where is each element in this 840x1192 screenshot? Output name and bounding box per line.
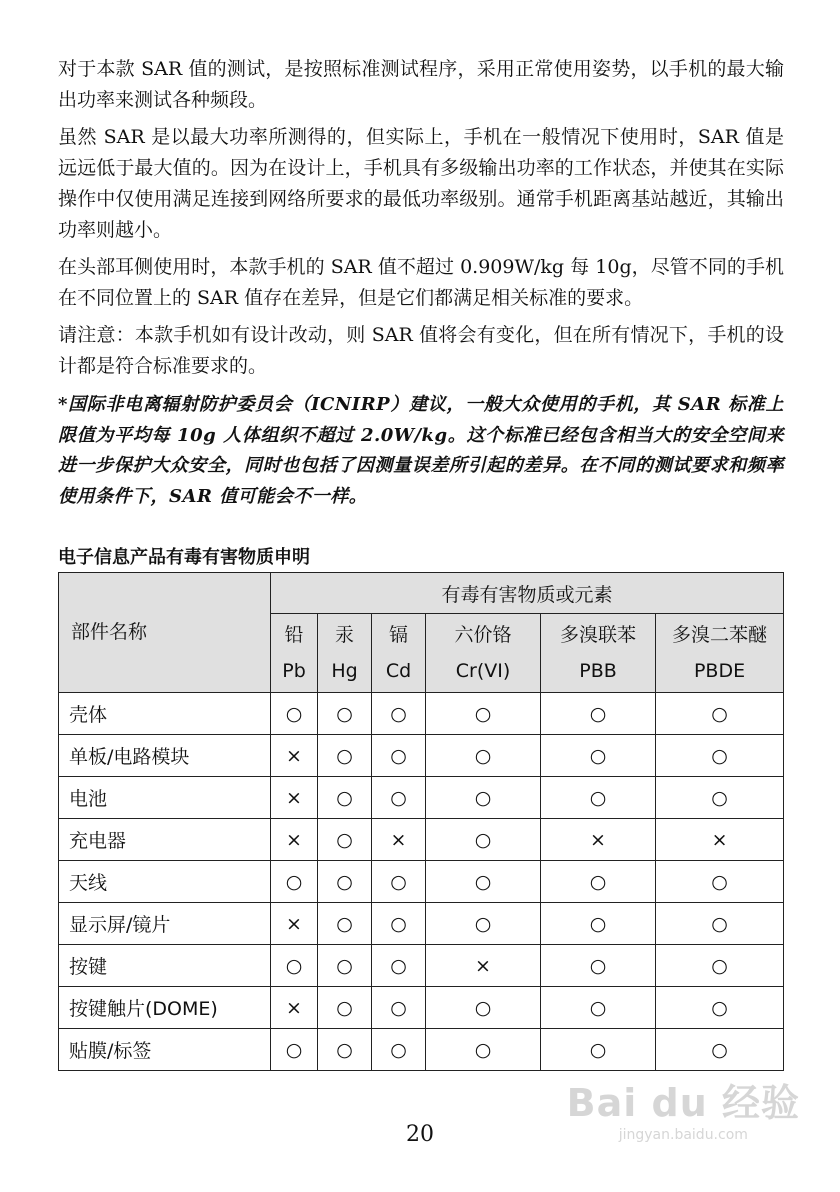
column-header-cn: 汞	[334, 624, 354, 646]
substance-mark-cell: ×	[541, 819, 656, 861]
substance-mark-cell: ○	[541, 945, 656, 987]
substance-mark-cell: ○	[426, 777, 541, 819]
paragraph-sar-max-power: 虽然 SAR 是以最大功率所测得的，但实际上，手机在一般情况下使用时，SAR 值是远远低于最大值的。因为在设计上，手机具有多级输出功率的工作状态，并使其在实际操作中仅使用满足连接到网络所要求的最低功率级别。通常手机距离基站越近，其输出功率则越小。	[58, 126, 784, 241]
substance-mark-cell: ○	[318, 777, 372, 819]
substance-mark-cell: ×	[271, 735, 318, 777]
part-name-cell: 壳体	[59, 693, 271, 735]
table-row	[59, 693, 784, 735]
substance-mark-cell: ○	[271, 861, 318, 903]
substance-mark-cell: ○	[541, 735, 656, 777]
substance-mark-cell: ×	[271, 903, 318, 945]
substance-mark-cell: ○	[372, 903, 426, 945]
baidu-watermark	[567, 1072, 800, 1143]
substance-mark-cell: ○	[372, 777, 426, 819]
part-name-cell: 充电器	[59, 819, 271, 861]
substance-mark-cell: ○	[372, 1029, 426, 1071]
substance-mark-cell: ×	[426, 945, 541, 987]
substance-mark-cell: ○	[541, 1029, 656, 1071]
table-body	[59, 693, 784, 1071]
table-row	[59, 903, 784, 945]
substance-group-header: 有毒有害物质或元素	[271, 573, 784, 614]
substance-mark-cell: ○	[271, 693, 318, 735]
substance-mark-cell: ○	[372, 987, 426, 1029]
column-header-pbde	[656, 614, 784, 693]
column-header-cn: 多溴联苯	[559, 624, 636, 646]
watermark-url: jingyan.baidu.com	[618, 1127, 748, 1143]
column-header-cn: 镉	[388, 624, 408, 646]
substance-mark-cell: ○	[656, 1029, 784, 1071]
table-row	[59, 777, 784, 819]
column-header-pbb	[541, 614, 656, 693]
substance-mark-cell: ○	[318, 945, 372, 987]
substance-mark-cell: ○	[318, 735, 372, 777]
paragraph-sar-test: 对于本款 SAR 值的测试，是按照标准测试程序，采用正常使用姿势，以手机的最大输出功率来测试各种频段。	[58, 58, 784, 111]
substance-mark-cell: ○	[426, 819, 541, 861]
table-title: 电子信息产品有毒有害物质申明	[58, 547, 310, 568]
table-row	[59, 987, 784, 1029]
watermark-logo: Bai du 经验	[566, 1081, 800, 1125]
substance-mark-cell: ○	[541, 903, 656, 945]
hazardous-substances-table	[58, 572, 784, 1071]
substance-mark-cell: ○	[372, 693, 426, 735]
substance-mark-cell: ○	[426, 1029, 541, 1071]
column-header-cn: 多溴二苯醚	[672, 624, 768, 646]
substance-mark-cell: ○	[318, 819, 372, 861]
table-row	[59, 861, 784, 903]
column-header-cd	[372, 614, 426, 693]
substance-mark-cell: ×	[271, 987, 318, 1029]
column-header-symbol: Cd	[385, 660, 412, 682]
substance-mark-cell: ○	[656, 693, 784, 735]
paragraph-sar-value: 在头部耳侧使用时，本款手机的 SAR 值不超过 0.909W/kg 每 10g，尽管不同的手机在不同位置上的 SAR 值存在差异，但是它们都满足相关标准的要求。	[58, 256, 784, 309]
table-row	[59, 1029, 784, 1071]
column-header-cr6	[426, 614, 541, 693]
part-name-cell: 天线	[59, 861, 271, 903]
substance-mark-cell: ○	[271, 1029, 318, 1071]
substance-mark-cell: ○	[318, 903, 372, 945]
substance-mark-cell: ○	[656, 735, 784, 777]
substance-mark-cell: ○	[318, 1029, 372, 1071]
substance-mark-cell: ○	[372, 735, 426, 777]
substance-mark-cell: ○	[372, 861, 426, 903]
column-header-symbol: Pb	[282, 660, 306, 682]
table-row	[59, 735, 784, 777]
column-header-symbol: PBDE	[693, 660, 746, 682]
column-header-pb	[271, 614, 318, 693]
substance-mark-cell: ○	[372, 945, 426, 987]
substance-mark-cell: ○	[656, 903, 784, 945]
substance-mark-cell: ○	[541, 693, 656, 735]
substance-mark-cell: ○	[318, 861, 372, 903]
substance-mark-cell: ○	[426, 693, 541, 735]
table-row	[59, 819, 784, 861]
table-row	[59, 945, 784, 987]
part-name-header: 部件名称	[59, 573, 271, 693]
part-name-cell: 显示屏/镜片	[59, 903, 271, 945]
substance-mark-cell: ○	[541, 987, 656, 1029]
paragraph-design-change: 请注意：本款手机如有设计改动，则 SAR 值将会有变化，但在所有情况下，手机的设计都是符合标准要求的。	[58, 324, 784, 377]
column-header-symbol: Cr(VI)	[455, 660, 511, 682]
substance-mark-cell: ○	[426, 735, 541, 777]
column-header-cn: 铅	[284, 624, 304, 646]
substance-mark-cell: ○	[318, 693, 372, 735]
substance-mark-cell: ×	[656, 819, 784, 861]
part-name-cell: 按键触片(DOME)	[59, 987, 271, 1029]
substance-mark-cell: ○	[656, 861, 784, 903]
column-header-cn: 六价铬	[454, 624, 512, 646]
part-name-cell: 按键	[59, 945, 271, 987]
substance-mark-cell: ○	[656, 777, 784, 819]
part-name-cell: 电池	[59, 777, 271, 819]
icnirp-note: *国际非电离辐射防护委员会（ICNIRP）建议，一般大众使用的手机，其 SAR 标准上限值为平均每 10g 人体组织不超过 2.0W/kg。这个标准已经包含相当大的安全空间来进一步保护大众安全，同时也包括了因测量误差所引起的差异。在不同的测试要求和频率使用条件下，SAR 值可能会不一样。	[58, 394, 784, 507]
substance-mark-cell: ○	[426, 903, 541, 945]
substance-mark-cell: ○	[656, 945, 784, 987]
substance-mark-cell: ×	[271, 777, 318, 819]
part-name-cell: 贴膜/标签	[59, 1029, 271, 1071]
substance-mark-cell: ○	[426, 861, 541, 903]
substance-mark-cell: ×	[271, 819, 318, 861]
substance-mark-cell: ×	[372, 819, 426, 861]
body-text	[58, 54, 784, 512]
substance-mark-cell: ○	[656, 987, 784, 1029]
substance-mark-cell: ○	[541, 861, 656, 903]
substance-mark-cell: ○	[318, 987, 372, 1029]
column-header-symbol: Hg	[331, 660, 358, 682]
column-header-symbol: PBB	[579, 660, 617, 682]
page-number: 20	[406, 1122, 434, 1147]
part-name-cell: 单板/电路模块	[59, 735, 271, 777]
substance-mark-cell: ○	[426, 987, 541, 1029]
column-header-hg	[318, 614, 372, 693]
substance-mark-cell: ○	[271, 945, 318, 987]
substance-mark-cell: ○	[541, 777, 656, 819]
